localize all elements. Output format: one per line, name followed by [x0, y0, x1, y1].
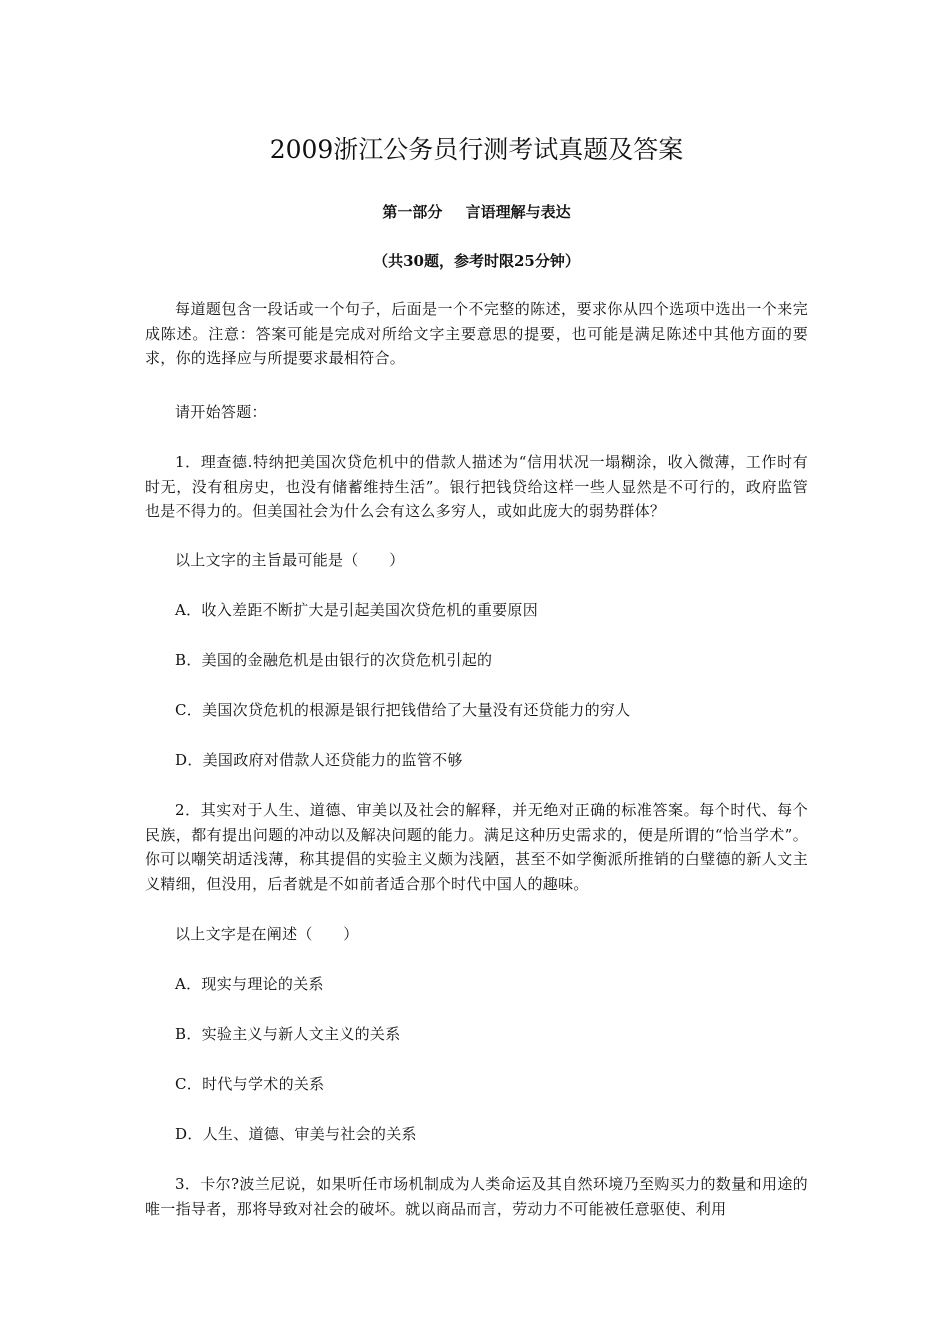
section-note: （共30题，参考时限25分钟） — [373, 252, 580, 270]
document-title: 2009浙江公务员行测考试真题及答案 — [269, 135, 684, 164]
question-2-option-c: C．时代与学术的关系 — [175, 1075, 325, 1093]
question-1-option-b: B．美国的金融危机是由银行的次贷危机引起的 — [175, 651, 493, 669]
instructions-paragraph: 每道题包含一段话或一个句子，后面是一个不完整的陈述，要求你从四个选项中选出一个来完成陈述。注意：答案可能是完成对所给文字主要意思的提要，也可能是满足陈述中其他方面的要求，你的选择应与所提要求最相符合。 — [145, 300, 808, 367]
question-1-option-a: A．收入差距不断扩大是引起美国次贷危机的重要原因 — [175, 601, 539, 619]
start-prompt: 请开始答题： — [175, 403, 267, 421]
question-2-option-b: B．实验主义与新人文主义的关系 — [175, 1025, 401, 1043]
question-3-passage: 3．卡尔?波兰尼说，如果听任市场机制成为人类命运及其自然环境乃至购买力的数量和用途的唯一指导者，那将导致对社会的破坏。就以商品而言，劳动力不可能被任意驱使、利用 — [145, 1175, 808, 1218]
question-2-passage: 2．其实对于人生、道德、审美以及社会的解释，并无绝对正确的标准答案。每个时代、每个民族，都有提出问题的冲动以及解决问题的能力。满足这种历史需求的，便是所谓的“恰当学术”。你可以嘲笑胡适浅薄，称其提倡的实验主义颇为浅陋，甚至不如学衡派所推销的白璧德的新人文主义精细，但没用，后者就是不如前者适合那个时代中国人的趣味。 — [145, 801, 808, 893]
question-2-option-d: D．人生、道德、审美与社会的关系 — [175, 1125, 417, 1143]
question-1-option-d: D．美国政府对借款人还贷能力的监管不够 — [175, 751, 463, 769]
section-title: 第一部分 言语理解与表达 — [382, 203, 571, 221]
question-2-stem: 以上文字是在阐述（ ） — [175, 925, 359, 943]
question-1-passage: 1．理查德.特纳把美国次贷危机中的借款人描述为“信用状况一塌糊涂，收入微薄，工作时有时无，没有租房史，也没有储蓄维持生活”。银行把钱贷给这样一些人显然是不可行的，政府监管也是不得力的。但美国社会为什么会有这么多穷人，或如此庞大的弱势群体？ — [145, 453, 808, 520]
question-1-stem: 以上文字的主旨最可能是（ ） — [175, 551, 405, 569]
question-2-option-a: A．现实与理论的关系 — [175, 975, 324, 993]
question-1-option-c: C．美国次贷危机的根源是银行把钱借给了大量没有还贷能力的穷人 — [175, 701, 631, 719]
